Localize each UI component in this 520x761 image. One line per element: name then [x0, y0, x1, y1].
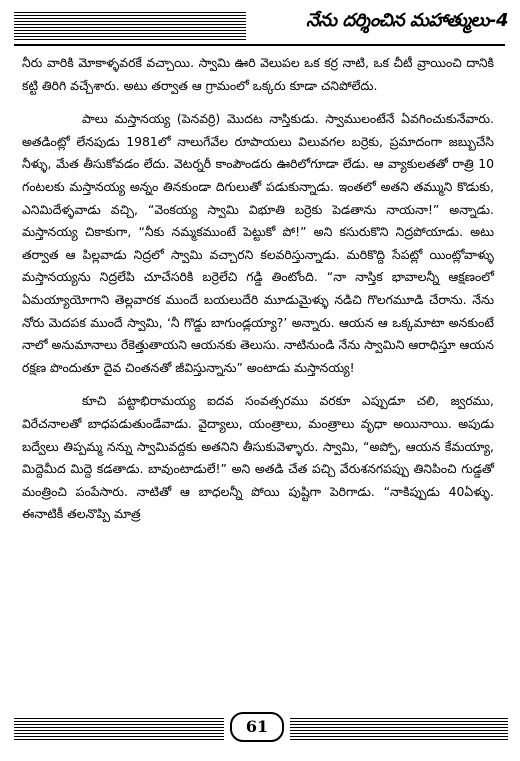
page-body: [22, 52, 494, 526]
footer-decorative-rules-left: [14, 718, 224, 742]
header-decorative-rules: [14, 12, 246, 42]
footer-decorative-rules-right: [290, 718, 508, 742]
paragraph-3: కూచి పట్టాభిరామయ్య ఐదవ సంవత్సరము వరకూ ఎప్పుడూ చలి, జ్వరము, విరేచనాలతో బాధపడుతుండేవాడు. వైద్యాలు, యంత్రాలు, మంత్రాలు వృధా అయినాయి. అపుడు బద్వేలు తిప్పమ్మ నన్ను స్వామివద్దకు అతనిని తీసుకువెళ్ళారు. స్వామి, “అప్పో, ఆయన కేమయ్యా, మిద్దెమీద మిద్దె కడతాడు. బావుంటాడులే!” అని అతడి చేత పచ్చి వేరుశనగపప్పు తినిపించి గుడ్డతో మంత్రించి పంపేసారు. నాటితో ఆ బాధలన్నీ పోయి పుష్టిగా పెరిగాడు. “నాకిప్పుడు 40ఏళ్ళు. ఈనాటికీ తలనొప్పి మాత్ర: [22, 393, 494, 522]
running-header-title: నేను దర్శించిన మహాత్ములు-4: [306, 10, 508, 31]
paragraph-1: నీరు వారికి మోకాళ్ళవరకే వచ్చాయి. స్వామి ఊరి వెలుపల ఒక కర్ర నాటి, ఒక చీటీ వ్రాయించి దానికి కట్టి తిరిగి వచ్చేశారు. అటు తర్వాత ఆ గ్రామంలో ఒక్కరు కూడా చనిపోలేదు.: [22, 55, 494, 93]
page-number: 61: [230, 712, 284, 742]
paragraph-2: పాలు మస్తానయ్య (పెనవర్రి) మొదట నాస్తికుడు. స్వాములంటేనే ఏవగించుకునేవారు. అతడింట్లో లేనపుడు 1981లో నాలుగేవేల రూపాయలు విలువగల బర్రెకు, ప్రమాదంగా జబ్బుచేసి నీళ్ళు, మేత తీసుకోవడం లేదు. వెటర్నరీ కాంపౌండరు ఊరిలోగూడా లేడు. ఆ వ్యాకులతతో రాత్రి 10 గంటలకు మస్తానయ్య అన్నం తినకుండా దిగులుతో పడుకున్నాడు. ఇంతలో అతని తమ్ముని కొడుకు, ఎనిమిదేళ్ళవాడు వచ్చి, “వెంకయ్య స్వామి విభూతి బర్రెకు పెడతాను నాయనా!” అన్నాడు. మస్తానయ్య చికాకుగా, “నీకు నమ్మకముంటే పెట్టుకో పో!” అని కసురుకొని నిద్రపోయాడు. అటు తర్వాత ఆ పిల్లవాడు నిద్రలో స్వామి వచ్చారని కలవరిస్తున్నాడు. మరికొద్ది సేపట్లో యింట్లోవాళ్ళు మస్తానయ్యను నిద్రలేపి చూచేసరికి బర్రెలేచి గడ్డి తింటోంది. “నా నాస్తిక భావాలన్నీ ఆక్షణంలో ఏమయ్యాయోగాని తెల్లవారక ముందే బయలుదేరి మూడుమైళ్ళు నడిచి గొలగమూడి చేరాను. నేను నోరు మెదపక ముందే స్వామి, ‘నీ గొడ్డు బాగుండ్లయ్యా?’ అన్నారు. ఆయన ఆ ఒక్కమాటా అనకుంటే నాలో అనుమానాలు రేకెత్తుతాయని ఆయనకు తెలుసు. నాటినుండి నేను స్వామిని ఆరాధిస్తూ ఆయన రక్షణ పొందుతూ దైవ చింతనతో జీవిస్తున్నాను” అంటాడు మస్తానయ్య!: [22, 111, 495, 375]
header-underline-rule: [14, 44, 505, 46]
